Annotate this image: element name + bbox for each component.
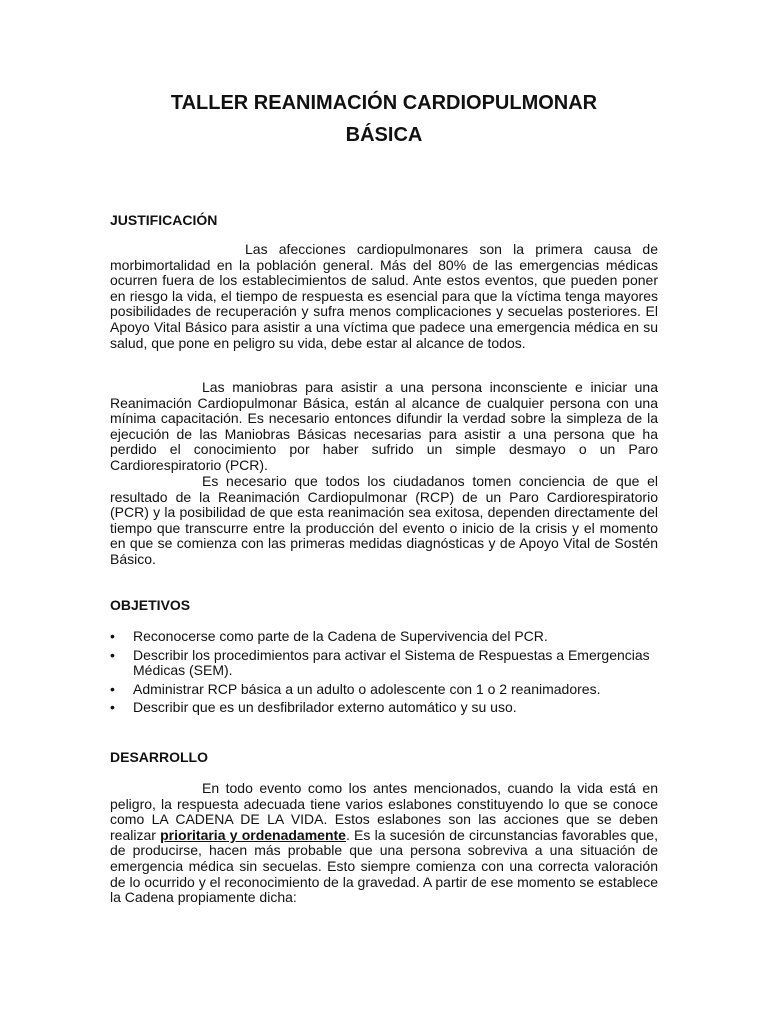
justificacion-paragraph-2 — [110, 380, 658, 474]
section-heading-desarrollo: DESARROLLO — [110, 749, 208, 765]
list-item — [110, 682, 658, 698]
desarrollo-emphasis: prioritaria y ordenadamente — [160, 826, 346, 843]
list-item-text: Describir que es un desfibrilador externo automático y su uso. — [133, 699, 517, 716]
bullet-icon: • — [110, 680, 115, 697]
desarrollo-paragraph-1 — [110, 781, 658, 906]
desarrollo-paragraph-1-text: En todo evento como los antes mencionados, cuando la vida está en peligro, la respuesta adecuada tiene varios eslabones constituyendo lo que se conoce como LA CADENA DE LA VIDA. Estos eslabones son las acciones que se deben realizar — [110, 780, 658, 843]
document-title-line1: TALLER REANIMACIÓN CARDIOPULMONAR — [170, 92, 598, 114]
objetivos-list — [110, 629, 658, 719]
list-item-text: Administrar RCP básica a un adulto o adolescente con 1 o 2 reanimadores. — [133, 680, 601, 697]
bullet-icon: • — [110, 699, 115, 716]
list-item-text: Reconocerse como parte de la Cadena de Supervivencia del PCR. — [133, 628, 548, 644]
list-item — [110, 700, 658, 716]
bullet-icon: • — [110, 646, 115, 663]
justificacion-paragraph-2-text: Las maniobras para asistir a una persona inconsciente e iniciar una Reanimación Cardiopulmonar Básica, están al alcance de cualquier persona con una mínima capacitación. Es necesario entonces difundir la verdad sobre la simpleza de la ejecución de las Maniobras Básicas necesarias para asistir a una persona que ha perdido el conocimiento por haber sufrido un simple desmayo o un Paro Cardiorespiratorio (PCR). — [110, 379, 658, 473]
bullet-icon: • — [110, 628, 115, 644]
section-heading-objetivos: OBJETIVOS — [110, 597, 191, 613]
list-item — [110, 629, 658, 645]
list-item-text: Describir los procedimientos para activar el Sistema de Respuestas a Emergencias Médicas (SEM). — [133, 646, 650, 679]
list-item — [110, 648, 658, 679]
justificacion-paragraph-3-text: Es necesario que todos los ciudadanos tomen conciencia de que el resultado de la Reanimación Cardiopulmonar (RCP) de un Paro Cardiorespiratorio (PCR) y la posibilidad de que esta reanimación sea exitosa, dependen directamente del tiempo que transcurre entre la producción del evento o inicio de la crisis y el momento en que se comienza con las primeras medidas diagnósticas y de Apoyo Vital de Sostén Básico. — [110, 473, 658, 567]
justificacion-paragraph-3 — [110, 474, 658, 568]
justificacion-paragraph-1-text: Las afecciones cardiopulmonares son la primera causa de morbimortalidad en la población general. Más del 80% de las emergencias médicas ocurren fuera de los establecimientos de salud. Ante estos eventos, que pueden poner en riesgo la vida, el tiempo de respuesta es esencial para que la víctima tenga mayores posibilidades de recuperación y sufra menos complicaciones y secuelas posteriores. El Apoyo Vital Básico para asistir a una víctima que padece una emergencia médica en su salud, que pone en peligro su vida, debe estar al alcance de todos. — [110, 241, 658, 351]
desarrollo-paragraph-1-text-end: . Es la sucesión de circunstancias favorables que, de producirse, hacen más probable que una persona sobreviva a una situación de emergencia médica sin secuelas. Esto siempre comienza con una correcta valoración de lo ocurrido y el reconocimiento de la gravedad. A partir de ese momento se establece la Cadena propiamente dicha: — [110, 826, 658, 906]
document-title-line2: BÁSICA — [345, 124, 423, 146]
section-heading-justificacion: JUSTIFICACIÓN — [110, 212, 218, 228]
justificacion-paragraph-1 — [110, 242, 658, 351]
